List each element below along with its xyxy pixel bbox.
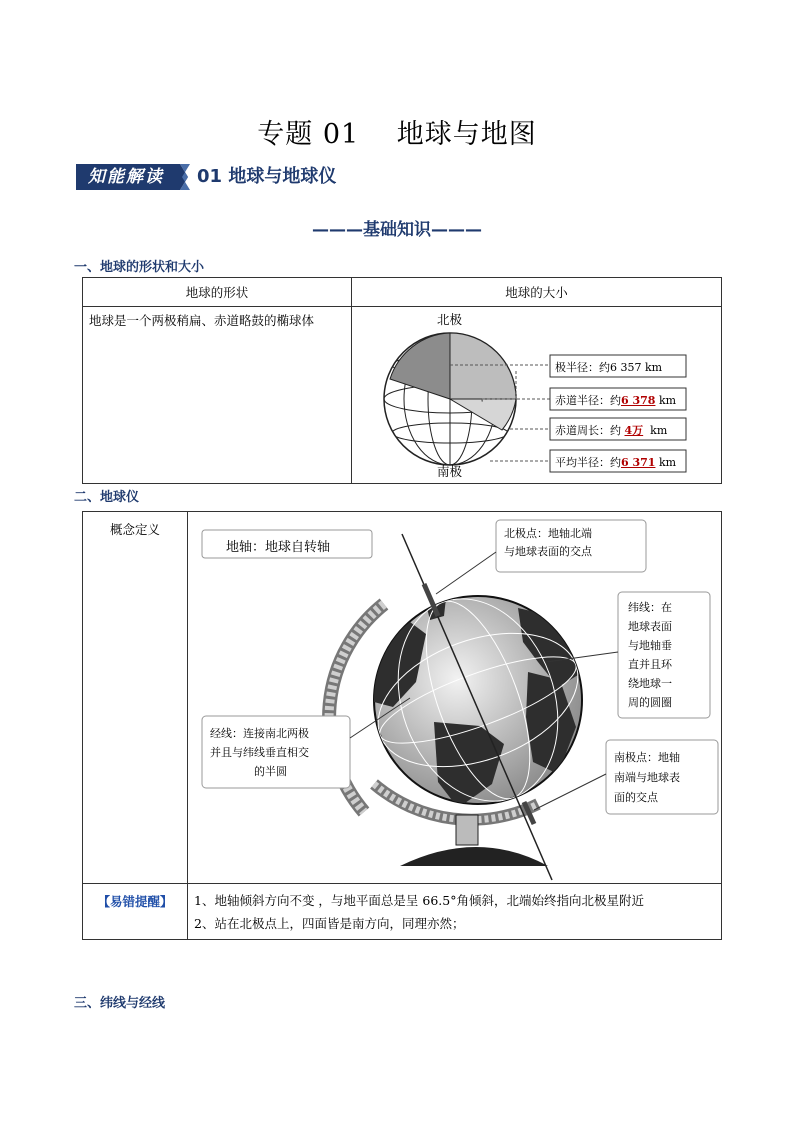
mean-radius-label: 平均半径：约6 371 km	[555, 456, 677, 469]
equatorial-radius-label: 赤道半径：约6 378 km	[555, 394, 677, 407]
col-header-shape: 地球的形状	[83, 278, 352, 307]
south-pole-note: 南极点：地轴 南端与地球表 面的交点	[614, 751, 680, 804]
north-pole-note: 北极点：地轴北端 与地球表面的交点	[504, 527, 592, 558]
north-pole-label: 北极	[437, 312, 463, 327]
section-banner	[76, 164, 190, 190]
section-heading-2: 二、地球仪	[74, 490, 140, 505]
axis-note: 地轴：地球自转轴	[226, 540, 331, 555]
banner-tag: 知能解读	[88, 167, 164, 187]
error-tips	[188, 884, 722, 940]
longitude-note: 经线：连接南北两极 并且与纬线垂直相交 的半圆	[210, 727, 309, 778]
page-title: 专题 01 地球与地图	[257, 119, 537, 150]
shape-description: 地球是一个两极稍扁、赤道略鼓的椭球体	[83, 307, 352, 484]
error-tip-label: 【易错提醒】	[83, 884, 188, 940]
tip-1: 1、地轴倾斜方向不变 ，与地平面总是呈 66.5°角倾斜，北端始终指向北极星附近	[194, 893, 644, 908]
south-pole-label: 南极	[437, 464, 463, 479]
col-header-size: 地球的大小	[352, 278, 722, 307]
latitude-note: 纬线：在 地球表面 与地轴垂 直并且环 绕地球一 周的圆圈	[628, 601, 672, 709]
tip-2: 2、站在北极点上，四面皆是南方向，同理亦然；	[194, 916, 465, 931]
concept-definition-label: 概念定义	[83, 512, 188, 884]
section-heading-1: 一、地球的形状和大小	[74, 260, 205, 275]
globe-table	[82, 511, 722, 940]
basic-knowledge-heading: ———基础知识———	[312, 220, 482, 240]
banner-subtitle: 01 地球与地球仪	[197, 166, 337, 187]
section-heading-3: 三、纬线与经线	[74, 996, 166, 1011]
polar-radius-label: 极半径：约6 357 km	[555, 361, 663, 374]
equatorial-circumference-label: 赤道周长：约 4万 km	[555, 424, 668, 437]
shape-size-table	[82, 277, 722, 484]
